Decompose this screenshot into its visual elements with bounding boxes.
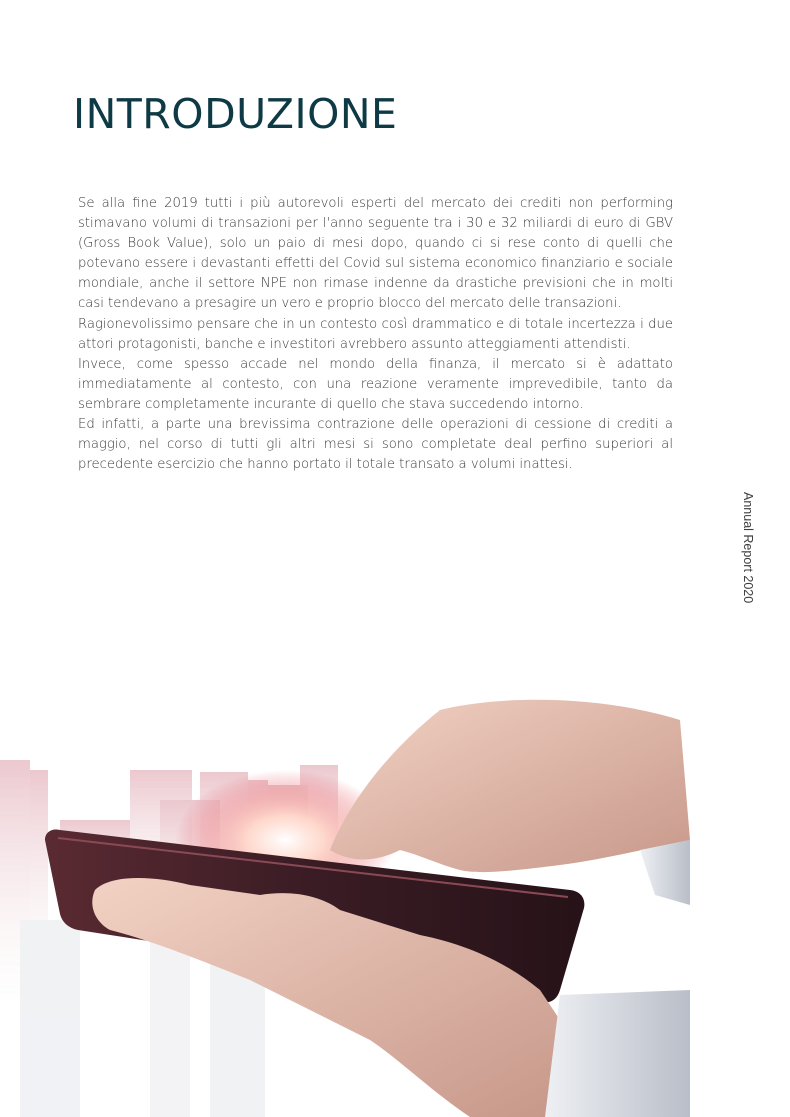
upper-hand	[330, 700, 690, 872]
paragraph: Invece, come spesso accade nel mondo della finanza, il mercato si è adattato immediatamente al contesto, con una reazione veramente imprevedibile, tanto da sembrare completamente incurante di quello che stava succedendo intorno.	[78, 356, 673, 412]
annual-report-label: Annual Report 2020	[741, 492, 755, 604]
body-text	[78, 194, 673, 475]
paragraph: Ed infatti, a parte una brevissima contrazione delle operazioni di cessione di crediti a maggio, nel corso di tutti gli altri mesi si sono completate deal perfino superiori al precedente esercizio che hanno portato il totale transato a volumi inattesi.	[78, 417, 673, 473]
upper-cuff	[640, 840, 690, 905]
paragraph: Ragionevolissimo pensare che in un contesto così drammatico e di totale incertezza i due attori protagonisti, banche e investitori avrebbero assunto atteggiamenti attendisti.	[78, 316, 673, 352]
paragraph: Se alla fine 2019 tutti i più autorevoli esperti del mercato dei crediti non performing stimavano volumi di transazioni per l'anno seguente tra i 30 e 32 miliardi di euro di GBV (Gross Book Value), solo un paio di mesi dopo, quando ci si rese conto di quelli che potevano essere i devastanti effetti del Covid sul sistema economico finanziario e sociale mondiale, anche il settore NPE non rimase indenne da drastiche previsioni che in molti casi tendevano a presagire un vero e proprio blocco del mercato delle transazioni.	[78, 196, 673, 312]
hands-tablet-illustration	[0, 690, 700, 1117]
lower-cuff	[545, 990, 690, 1117]
page-title: INTRODUZIONE	[73, 90, 398, 138]
